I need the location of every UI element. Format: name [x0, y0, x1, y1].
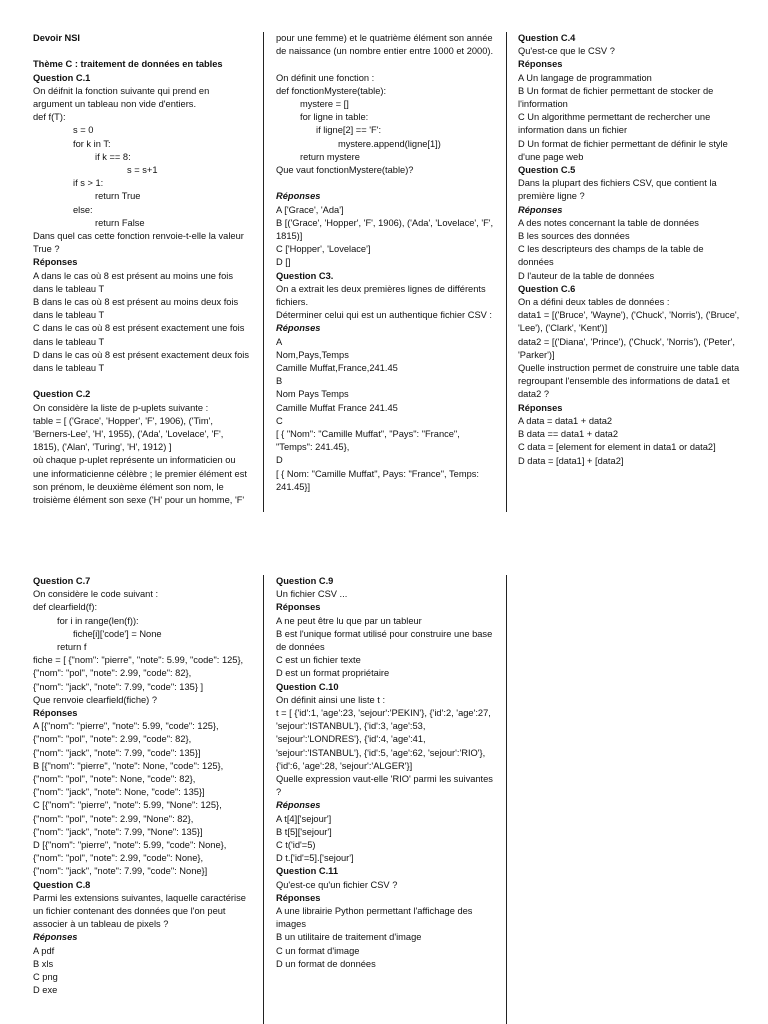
text-line: On a défini deux tables de données :: [518, 297, 670, 308]
text-line: D dans le cas où 8 est présent exactement deux fois dans le tableau T: [33, 349, 250, 374]
text-line: else:: [73, 204, 93, 215]
blank-line: [33, 45, 251, 58]
text-line: B t[5]['sejour']: [276, 826, 332, 837]
text-line: if k == 8:: [95, 151, 131, 162]
heading: Question C.10: [276, 681, 339, 692]
heading: Question C.11: [276, 866, 338, 877]
text-line: s = s+1: [127, 165, 158, 176]
blank-line: [33, 375, 251, 388]
text-line: table = [ ('Grace', 'Hopper', 'F', 1906), ('Tim', 'Berners-Lee', 'H', 1955), ('Ada', 'Lovelace', 'F', 1815), ('Alan', 'Turing', 'H', 1912) ]: [33, 415, 224, 453]
text-line: B [{"nom": "pierre", "note": None, "code": 125},: [33, 760, 224, 771]
text-line: s = 0: [73, 125, 94, 136]
text-line: C un format d'image: [276, 945, 360, 956]
text-line: Dans la plupart des fichiers CSV, que contient la première ligne ?: [518, 178, 717, 202]
text-line: A dans le cas où 8 est présent au moins une fois dans le tableau T: [33, 270, 234, 294]
text-line: for k in T:: [73, 138, 111, 149]
text-line: C png: [33, 972, 58, 983]
heading: Question C.9: [276, 576, 334, 586]
text-line: On a extrait les deux premières lignes de différents fichiers.: [276, 283, 486, 308]
answers-label: Réponses: [518, 204, 563, 215]
text-line: return False: [95, 217, 145, 228]
text-line: Nom Pays Temps: [276, 389, 349, 400]
text-line: pour une femme) et le quatrième élément son année de naissance (un nombre entier entre 1000 et 2000).: [276, 33, 494, 57]
heading: Question C.8: [33, 879, 91, 890]
text-line: D []: [276, 257, 291, 268]
text-line: mystere = []: [300, 99, 349, 109]
text-line: Un fichier CSV ...: [276, 589, 348, 600]
text-line: D l'auteur de la table de données: [518, 270, 655, 281]
text-line: fiche[i]['code'] = None: [73, 628, 162, 639]
text-line: A t[4]['sejour']: [276, 813, 332, 824]
text-line: B Un format de fichier permettant de stocker de l'information: [518, 85, 714, 110]
text-line: A ['Grace', 'Ada']: [276, 204, 344, 215]
text-line: C [{"nom": "pierre", "note": 5.99, "None": 125},: [33, 800, 222, 811]
text-line: D [{"nom": "pierre", "note": 5.99, "code": None},: [33, 840, 227, 851]
text-line: def f(T):: [33, 112, 66, 123]
answers-label: Réponses: [33, 257, 78, 268]
text-line: t = [ {'id':1, 'age':23, 'sejour':'PEKIN'}, {'id':2, 'age':27, 'sejour':'ISTANBUL'}, {'id':3, 'age':53, 'sejour':'LONDRES'}, {'id':4, 'age':41, 'sejour':'ISTANBUL'}, {'id':5, 'age':62, 'sejour':'RIO'}, {'id':6, 'age':28, 'sejour':'ALGER'}]: [276, 708, 491, 771]
text-line: Camille Muffat France 241.45: [276, 402, 398, 413]
heading: Question C3.: [276, 270, 334, 281]
text-line: if s > 1:: [73, 178, 104, 189]
text-line: A data = data1 + data2: [518, 415, 613, 426]
text-line: {"nom": "pol", "note": 2.99, "code": 82},: [33, 734, 192, 745]
text-line: {"nom": "jack", "note": 7.99, "code": None}]: [33, 866, 208, 877]
text-line: {"nom": "pol", "note": None, "code": 82},: [33, 774, 196, 785]
text-line: A: [276, 336, 283, 347]
column-1: [33, 32, 251, 507]
text-line: C dans le cas où 8 est présent exactement une fois dans le tableau T: [33, 323, 245, 347]
text-line: B [('Grace', 'Hopper', 'F', 1906), ('Ada', 'Lovelace', 'F', 1815)]: [276, 217, 494, 242]
answers-label: Réponses: [276, 800, 321, 811]
text-line: D un format de données: [276, 958, 376, 969]
heading: Question C.5: [518, 165, 576, 176]
text-line: A [{"nom": "pierre", "note": 5.99, "code": 125},: [33, 721, 219, 732]
text-line: B un utilitaire de traitement d'image: [276, 932, 422, 943]
text-line: return f: [57, 642, 87, 653]
text-line: {"nom": "pol", "note": 2.99, "code": 82},: [33, 668, 192, 679]
text-line: B dans le cas où 8 est présent au moins deux fois dans le tableau T: [33, 297, 239, 321]
text-line: C est un fichier texte: [276, 655, 361, 666]
blank-line: [276, 177, 494, 190]
answers-label: Réponses: [276, 602, 321, 613]
column-divider: [263, 575, 264, 1024]
text-line: for ligne in table:: [300, 112, 369, 123]
text-line: D: [276, 455, 283, 466]
column-divider: [263, 32, 264, 512]
answers-label: Réponses: [33, 708, 78, 719]
text-line: C t('id'=5): [276, 840, 316, 851]
text-line: A une librairie Python permettant l'affichage des images: [276, 906, 473, 930]
answers-label: Réponses: [276, 191, 321, 202]
text-line: C data = [element for element in data1 or data2]: [518, 442, 716, 453]
text-line: {"nom": "jack", "note": None, "code": 135}]: [33, 787, 205, 798]
text-line: [ { "Nom": "Camille Muffat", "Pays": "France", "Temps": 241.45},: [276, 429, 460, 453]
text-line: {"nom": "jack", "note": 7.99, "None": 135}]: [33, 826, 203, 837]
text-line: if ligne[2] == 'F':: [316, 125, 382, 136]
text-line: fiche = [ {"nom": "pierre", "note": 5.99, "code": 125},: [33, 655, 244, 666]
heading: Question C.4: [518, 33, 576, 43]
text-line: B est l'unique format utilisé pour construire une base de données: [276, 628, 493, 653]
text-line: D est un format propriétaire: [276, 668, 390, 679]
text-line: data1 = [('Bruce', 'Wayne'), ('Chuck', 'Norris'), ('Bruce', 'Lee'), ('Clark', 'Kent')]: [518, 310, 740, 334]
text-line: B data == data1 + data2: [518, 429, 619, 440]
heading: Question C.7: [33, 576, 91, 586]
text-line: A des notes concernant la table de données: [518, 217, 699, 228]
answers-label: Réponses: [33, 932, 78, 943]
text-line: C ['Hopper', 'Lovelace']: [276, 244, 371, 255]
text-line: def clearfield(f):: [33, 602, 98, 613]
column-2: [276, 32, 494, 494]
text-line: A pdf: [33, 945, 55, 956]
text-line: D t.['id'=5].['sejour']: [276, 853, 354, 864]
text-line: On considère le code suivant :: [33, 589, 159, 600]
column-5: [276, 575, 494, 971]
text-line: {"nom": "jack", "note": 7.99, "code": 135} ]: [33, 681, 204, 692]
answers-label: Réponses: [518, 59, 563, 70]
text-line: Que vaut fonctionMystere(table)?: [276, 165, 414, 176]
text-line: Quelle instruction permet de construire une table data regroupant l'ensemble des informations de data1 et data2 ?: [518, 363, 740, 400]
text-line: Parmi les extensions suivantes, laquelle caractérise un fichier contenant des données que l'on peut associer à un tableau de pixels ?: [33, 892, 246, 930]
text-line: A Un langage de programmation: [518, 72, 652, 83]
text-line: [ { Nom: "Camille Muffat", Pays: "France", Temps: 241.45}]: [276, 468, 479, 492]
text-line: for i in range(len(f)):: [57, 615, 139, 626]
answers-label: Réponses: [276, 892, 321, 903]
text-line: {"nom": "pol", "note": 2.99, "code": None},: [33, 853, 204, 864]
text-line: return mystere: [300, 151, 360, 162]
text-line: B xls: [33, 958, 54, 969]
column-divider: [506, 575, 507, 1024]
text-line: {"nom": "pol", "note": 2.99, "None": 82},: [33, 813, 194, 824]
text-line: C Un algorithme permettant de rechercher une information dans un fichier: [518, 112, 711, 136]
text-line: On définit une fonction :: [276, 72, 375, 83]
text-line: Déterminer celui qui est un authentique fichier CSV :: [276, 310, 493, 321]
text-line: On considère la liste de p-uplets suivante :: [33, 402, 209, 413]
heading: Question C.6: [518, 283, 576, 294]
text-line: mystere.append(ligne[1]): [338, 138, 441, 149]
answers-label: Réponses: [276, 323, 321, 334]
text-line: Que renvoie clearfield(fiche) ?: [33, 694, 158, 705]
heading: Thème C : traitement de données en tables: [33, 59, 223, 70]
text-line: Quelle expression vaut-elle 'RIO' parmi les suivantes ?: [276, 774, 493, 798]
text-line: On définit ainsi une liste t :: [276, 694, 386, 705]
answers-label: Réponses: [518, 402, 563, 413]
text-line: C: [276, 415, 283, 426]
text-line: Camille Muffat,France,241.45: [276, 363, 398, 374]
text-line: D exe: [33, 985, 58, 996]
text-line: data2 = [('Diana', 'Prince'), ('Chuck', 'Norris'), ('Peter', 'Parker')]: [518, 336, 735, 360]
blank-line: [276, 58, 494, 71]
text-line: D Un format de fichier permettant de définir le style d'une page web: [518, 138, 728, 162]
text-line: def fonctionMystere(table):: [276, 85, 387, 96]
text-line: C les descripteurs des champs de la table de données: [518, 244, 704, 268]
heading: Question C.1: [33, 72, 91, 83]
heading: Question C.2: [33, 389, 91, 400]
text-line: D data = [data1] + [data2]: [518, 455, 624, 466]
column-4: [33, 575, 251, 998]
text-line: Qu'est-ce qu'un fichier CSV ?: [276, 879, 398, 890]
column-3: [518, 32, 740, 468]
column-divider: [506, 32, 507, 512]
text-line: return True: [95, 191, 141, 202]
text-line: où chaque p-uplet représente un informaticien ou une informaticienne célèbre ; le premier élément est son prénom, le deuxième élément son nom, le troisième élément son sexe ('H' pour un homme, 'F': [33, 455, 247, 506]
text-line: On déifnit la fonction suivante qui prend en argument un tableau non vide d'entiers.: [33, 85, 210, 109]
text-line: Nom,Pays,Temps: [276, 349, 349, 360]
text-line: A ne peut être lu que par un tableur: [276, 615, 422, 626]
text-line: Dans quel cas cette fonction renvoie-t-elle la valeur True ?: [33, 231, 244, 255]
text-line: {"nom": "jack", "note": 7.99, "code": 135}]: [33, 747, 201, 758]
text-line: Qu'est-ce que le CSV ?: [518, 46, 615, 57]
heading: Devoir NSI: [33, 33, 81, 43]
text-line: B les sources des données: [518, 231, 630, 242]
text-line: B: [276, 376, 283, 387]
